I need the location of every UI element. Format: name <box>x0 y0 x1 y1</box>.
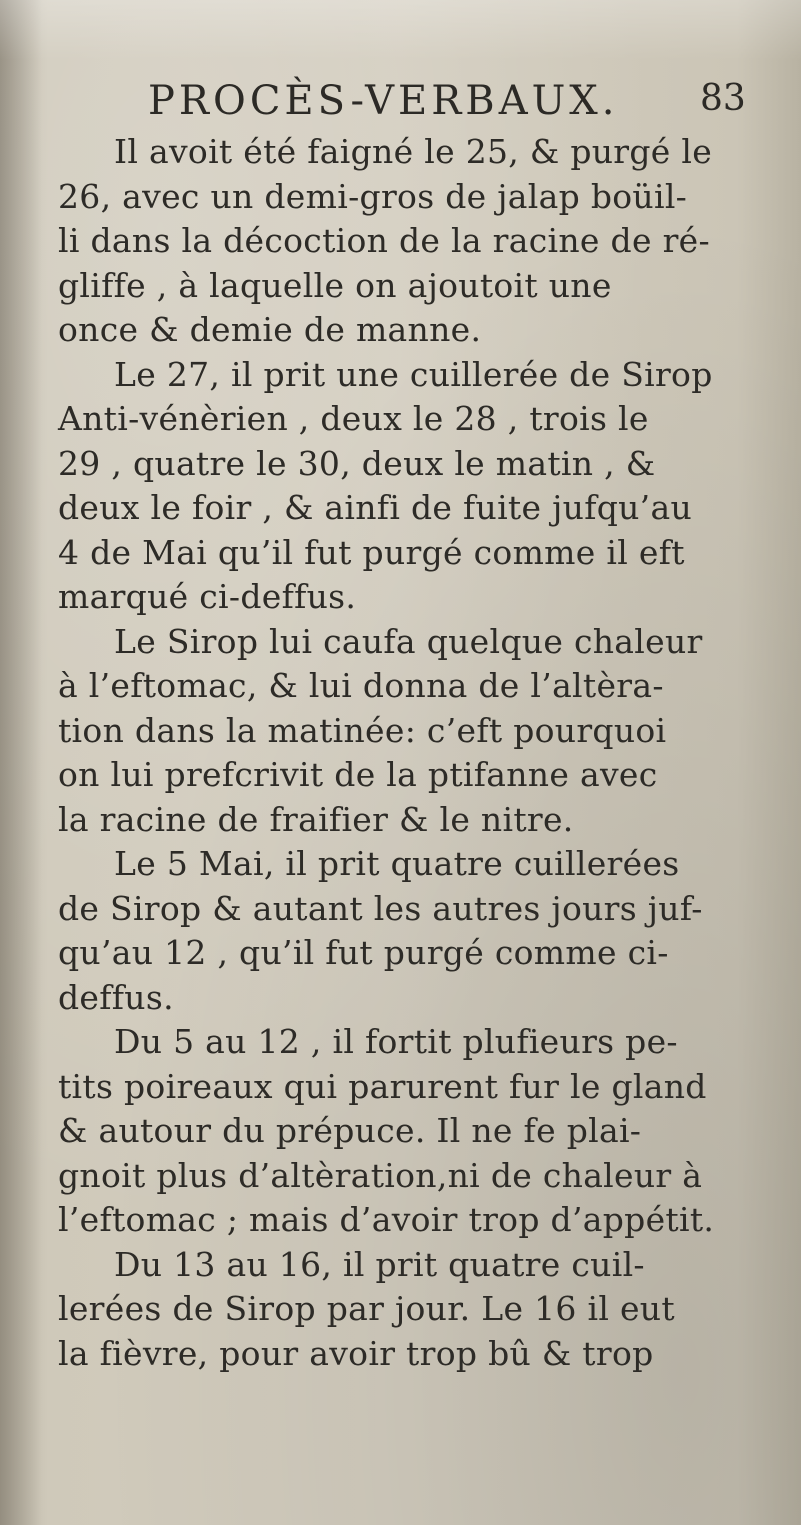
text-line: 4 de Mai qu’il fut purgé comme il eft <box>58 532 685 572</box>
text-line: deffus. <box>58 977 174 1017</box>
text-line: Le Sirop lui caufa quelque chaleur <box>114 621 703 661</box>
binding-shadow <box>0 0 42 1525</box>
text-line: once & demie de manne. <box>58 310 482 349</box>
text-line: marqué ci-deffus. <box>58 577 357 616</box>
text-line: gnoit plus d’altèration,ni de chaleur à <box>58 1155 703 1195</box>
text-line: de Sirop & autant les autres jours juf- <box>58 888 703 928</box>
text-line: Il avoit été faigné le 25, & purgé le <box>114 132 713 171</box>
text-line: lerées de Sirop par jour. Le 16 il eut <box>58 1289 675 1328</box>
running-head: PROCÈS-VERBAUX. <box>148 78 619 124</box>
text-line: on lui prefcrivit de la ptifanne avec <box>58 755 658 794</box>
text-line: Du 13 au 16, il prit quatre cuil- <box>114 1244 645 1284</box>
text-line: 26, avec un demi-gros de jalap boüil- <box>58 176 688 216</box>
text-line: qu’au 12 , qu’il fut purgé comme ci- <box>58 933 669 972</box>
page-top-edge <box>0 0 801 60</box>
text-line: Le 5 Mai, il prit quatre cuillerées <box>114 844 680 883</box>
text-line: & autour du prépuce. Il ne fe plai- <box>58 1111 642 1150</box>
text-line: l’eftomac ; mais d’avoir trop d’appétit. <box>58 1200 715 1239</box>
text-line: Du 5 au 12 , il fortit plufieurs pe- <box>114 1022 678 1061</box>
text-line: à l’eftomac, & lui donna de l’altèra- <box>58 666 664 705</box>
text-line: li dans la décoction de la racine de ré- <box>58 221 710 260</box>
text-line: 29 , quatre le 30, deux le matin , & <box>58 443 656 483</box>
body-text <box>58 130 778 1376</box>
page-header <box>0 78 801 128</box>
text-line: Anti-vénèrien , deux le 28 , trois le <box>58 399 649 438</box>
text-line: la fièvre, pour avoir trop bû & trop <box>58 1333 654 1373</box>
text-line: deux le foir , & ainfi de fuite jufqu’au <box>58 488 693 527</box>
page-number: 83 <box>700 78 746 119</box>
text-line: tits poireaux qui parurent fur le gland <box>58 1066 707 1106</box>
text-line: tion dans la matinée: c’eft pourquoi <box>58 710 667 750</box>
text-line: la racine de fraifier & le nitre. <box>58 799 574 839</box>
text-line: Le 27, il prit une cuillerée de Sirop <box>114 354 713 394</box>
text-line: gliffe , à laquelle on ajoutoit une <box>58 265 612 305</box>
